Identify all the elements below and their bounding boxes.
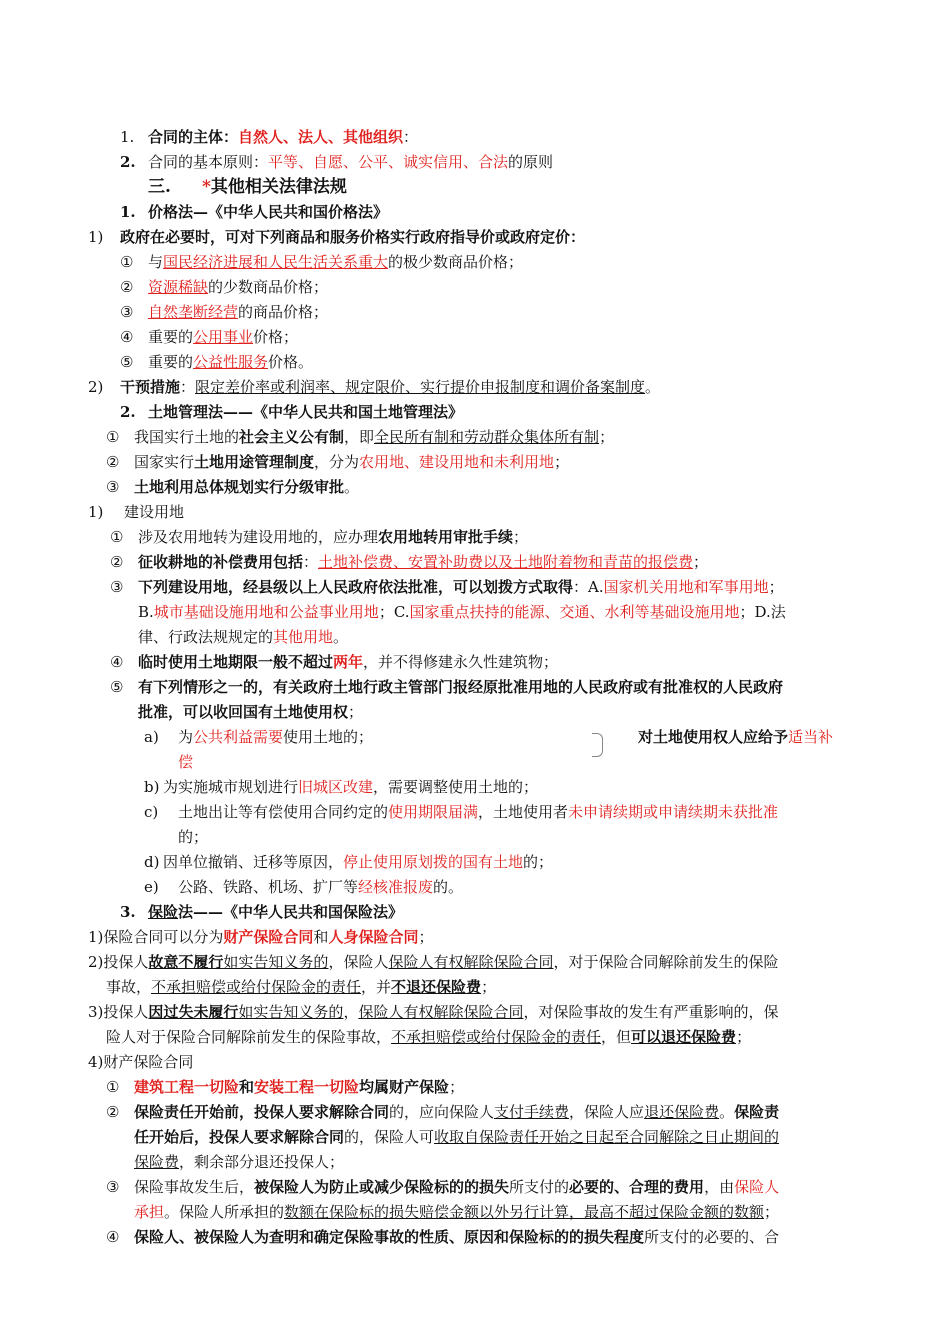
text-run: 自然人、法人、其他组织 xyxy=(238,128,404,146)
text-run: ： xyxy=(180,378,196,396)
text-line xyxy=(138,627,348,647)
text-run: 的极少数商品价格； xyxy=(388,253,524,271)
text-run: 险人对于保险合同解除前发生的保险事故， xyxy=(106,1028,392,1046)
text-run: 土地出让等有偿使用合同约定的 xyxy=(178,803,389,821)
text-run: 批准，可以收回国有土地使用权 xyxy=(138,703,349,721)
text-line xyxy=(178,752,193,772)
text-run: B. xyxy=(138,603,154,621)
text-run: 因单位撤销、迁移等原因， xyxy=(163,853,344,871)
text-run: 涉及农用地转为建设用地的，应办理 xyxy=(138,528,379,546)
text-run: ；C. xyxy=(378,603,410,621)
text-run: 社会主义公有制 xyxy=(239,428,345,446)
text-line xyxy=(202,177,347,197)
line-number: ③ xyxy=(120,303,134,321)
text-line xyxy=(178,727,373,747)
text-run: 公路、铁路、机场、扩厂等 xyxy=(178,878,359,896)
text-run: 国家机关用地和军事用地 xyxy=(603,578,769,596)
text-run: 的。 xyxy=(433,878,464,896)
text-run: 因过失未履行 xyxy=(148,1003,239,1021)
text-line xyxy=(138,702,363,722)
line-number: ④ xyxy=(120,328,134,346)
text-run: ； xyxy=(449,1078,465,1096)
text-run: ，保险人 xyxy=(328,953,389,971)
text-run: 经核准报废 xyxy=(358,878,434,896)
line-number: ① xyxy=(110,528,124,546)
text-run: 国家重点扶持的能源、交通、水利等基础设施用地 xyxy=(409,603,740,621)
text-run: 。 xyxy=(719,1103,735,1121)
text-run: 资源稀缺 xyxy=(148,278,209,296)
text-run: 不承担赔偿或给付保险金的责任 xyxy=(391,1028,602,1046)
text-run: 4)财产保险合同 xyxy=(88,1053,194,1071)
text-line xyxy=(134,477,359,497)
text-run: ； xyxy=(764,1203,780,1221)
text-run: 。 xyxy=(645,378,661,396)
text-run: 适当补 xyxy=(788,728,834,746)
text-run: 的原则 xyxy=(508,153,554,171)
text-run: 故意不履行 xyxy=(148,953,224,971)
line-number: ④ xyxy=(106,1228,120,1246)
line-number: ① xyxy=(106,428,120,446)
text-run: 的，应向保险人 xyxy=(389,1103,495,1121)
text-run: 偿 xyxy=(178,753,194,771)
text-run: 建设用地 xyxy=(124,503,185,521)
text-line xyxy=(148,252,523,272)
text-run: 如实告知义务的 xyxy=(238,1003,344,1021)
text-line xyxy=(120,377,660,397)
text-line xyxy=(148,152,553,172)
text-run: ： xyxy=(303,553,319,571)
line-number: ② xyxy=(106,453,120,471)
text-run: 其他相关法律法规 xyxy=(210,177,347,197)
text-run: 旧城区改建 xyxy=(298,778,374,796)
text-run: 保险人有权解除保险合同 xyxy=(388,953,554,971)
text-run: 如实告知义务的 xyxy=(223,953,329,971)
text-run: ； xyxy=(554,453,570,471)
text-run: 不承担赔偿或给付保险金的责任 xyxy=(151,978,362,996)
line-number: c) xyxy=(144,803,159,821)
text-run: ： xyxy=(403,128,419,146)
text-line xyxy=(163,852,553,872)
text-run: 公共利益需要 xyxy=(193,728,284,746)
text-run: 未申请续期或申请续期未获批准 xyxy=(568,803,779,821)
text-run: 保险 xyxy=(148,903,179,921)
text-run: ：A. xyxy=(573,578,604,596)
text-run: 任开始后，投保人要求解除合同 xyxy=(134,1128,345,1146)
text-run: 不退还保险费 xyxy=(391,978,482,996)
text-run: 1)保险合同可以分为 xyxy=(88,928,224,946)
text-line xyxy=(134,1102,779,1122)
text-run: 征收耕地的补偿费用包括 xyxy=(138,553,304,571)
text-run: 所支付的必要的、合 xyxy=(644,1228,780,1246)
text-run: 承担 xyxy=(134,1203,165,1221)
text-run: 保险费 xyxy=(134,1153,180,1171)
line-number: e) xyxy=(144,878,159,896)
line-number: ③ xyxy=(110,578,124,596)
text-run: 财产保险合同 xyxy=(223,928,314,946)
line-number: ⑤ xyxy=(120,353,134,371)
text-run: 和 xyxy=(239,1078,255,1096)
text-run: ，由 xyxy=(704,1178,735,1196)
text-run: 土地补偿费、安置补助费以及土地附着物和青苗的报偿费 xyxy=(318,553,694,571)
text-run: ，对于保险合同解除前发生的保险 xyxy=(553,953,779,971)
text-run: ，并 xyxy=(361,978,392,996)
text-run: 的； xyxy=(523,853,554,871)
text-run: 平等、自愿、公平、诚实信用、合法 xyxy=(268,153,509,171)
text-line xyxy=(138,552,708,572)
text-run: 限定差价率或利润率、规定限价、实行提价申报制度和调价备案制度 xyxy=(195,378,646,396)
line-number: ② xyxy=(110,553,124,571)
text-run: 重要的 xyxy=(148,353,194,371)
text-line xyxy=(148,202,388,222)
text-line xyxy=(138,577,784,597)
text-run: ； xyxy=(513,528,529,546)
text-line xyxy=(178,877,463,897)
text-run: 保险人、被保险人为查明和确定保险事故的性质、原因和保险标的的损失程度 xyxy=(134,1228,645,1246)
text-line xyxy=(88,1052,193,1072)
text-run: 收取自保险责任开始之日起至合同解除之日止期间的 xyxy=(434,1128,780,1146)
text-run: 均属财产保险 xyxy=(359,1078,450,1096)
text-run: 支付手续费 xyxy=(494,1103,570,1121)
text-run: 对土地使用权人应给予 xyxy=(638,728,789,746)
text-line xyxy=(138,602,786,622)
text-line xyxy=(148,327,298,347)
text-run: ； xyxy=(768,578,784,596)
text-line xyxy=(134,1177,779,1197)
text-line xyxy=(88,952,778,972)
text-run: 法——《中华人民共和国保险法》 xyxy=(178,903,404,921)
text-run: 退还保险费 xyxy=(644,1103,720,1121)
text-run: 2)投保人 xyxy=(88,953,149,971)
text-line xyxy=(134,1077,464,1097)
text-run: ，需要调整使用土地的； xyxy=(373,778,539,796)
text-run: ，并不得修建永久性建筑物； xyxy=(363,653,559,671)
text-run: 国家实行 xyxy=(134,453,195,471)
text-line xyxy=(134,1202,779,1222)
text-line xyxy=(148,352,313,372)
text-line xyxy=(106,1027,751,1047)
text-line xyxy=(178,827,208,847)
line-number: ② xyxy=(106,1103,120,1121)
text-run: 所支付的 xyxy=(509,1178,570,1196)
text-run: ，但 xyxy=(601,1028,632,1046)
text-run: 我国实行土地的 xyxy=(134,428,240,446)
text-run: 城市基础设施用地和公益事业用地 xyxy=(153,603,379,621)
text-run: 全民所有制和劳动群众集体所有制 xyxy=(374,428,600,446)
line-number: ② xyxy=(120,278,134,296)
text-run: 价格。 xyxy=(268,353,314,371)
text-run: ，对保险事故的发生有严重影响的，保 xyxy=(523,1003,779,1021)
text-run: 的少数商品价格； xyxy=(208,278,329,296)
text-run: 干预措施 xyxy=(120,378,181,396)
line-number: 三. xyxy=(148,177,171,197)
text-run: 保险责任开始前，投保人要求解除合同 xyxy=(134,1103,390,1121)
text-line xyxy=(134,1152,344,1172)
text-run: ，保险人应 xyxy=(569,1103,645,1121)
text-line xyxy=(178,802,778,822)
text-run: 与 xyxy=(148,253,164,271)
text-run: 人身保险合同 xyxy=(328,928,419,946)
text-run: 价格； xyxy=(253,328,299,346)
text-line xyxy=(138,652,558,672)
text-run: ；D.法 xyxy=(739,603,786,621)
text-run: 农用地转用审批手续 xyxy=(378,528,514,546)
text-run: 保险人有权解除保险合同 xyxy=(358,1003,524,1021)
text-line xyxy=(163,777,538,797)
text-run: ，即 xyxy=(344,428,375,446)
text-run: ； xyxy=(599,428,615,446)
line-number: 1) xyxy=(88,503,104,521)
text-run: 。保险人所承担的 xyxy=(164,1203,285,1221)
text-run: ； xyxy=(348,703,364,721)
text-run: 的商品价格； xyxy=(238,303,329,321)
text-run: 自然垄断经营 xyxy=(148,303,239,321)
line-number: 2. xyxy=(120,403,136,421)
text-run: 保险事故发生后， xyxy=(134,1178,255,1196)
text-line xyxy=(106,977,496,997)
text-run: 公益性服务 xyxy=(193,353,269,371)
text-run: 两年 xyxy=(333,653,364,671)
text-line xyxy=(138,677,783,697)
text-run: 数额在保险标的损失赔偿金额以外另行计算，最高不超过保险金额的数额 xyxy=(284,1203,765,1221)
text-run: 国民经济进展和人民生活关系重大 xyxy=(163,253,389,271)
text-run: 其他用地 xyxy=(273,628,334,646)
text-run: 使用土地的； xyxy=(283,728,374,746)
text-line xyxy=(148,127,418,147)
line-number: ① xyxy=(120,253,134,271)
text-line xyxy=(148,302,328,322)
text-line xyxy=(138,527,528,547)
text-run: 保险人 xyxy=(734,1178,780,1196)
text-run: ，分为 xyxy=(314,453,360,471)
text-run: 价格法—《中华人民共和国价格法》 xyxy=(148,203,389,221)
text-run: 和 xyxy=(313,928,329,946)
text-run: 可以退还保险费 xyxy=(631,1028,737,1046)
text-line xyxy=(134,452,569,472)
line-number: d) xyxy=(144,853,160,871)
text-run: ； xyxy=(418,928,434,946)
text-run: 重要的 xyxy=(148,328,194,346)
text-run: 使用期限届满 xyxy=(388,803,479,821)
line-number: 3. xyxy=(120,903,136,921)
text-run: ，土地使用者 xyxy=(478,803,569,821)
text-run: 。 xyxy=(344,478,360,496)
line-number: ① xyxy=(106,1078,120,1096)
text-run: 土地用途管理制度 xyxy=(194,453,315,471)
text-line xyxy=(134,1127,779,1147)
text-run: 合同的主体： xyxy=(148,128,239,146)
line-number: 2. xyxy=(120,153,136,171)
text-line xyxy=(124,502,184,522)
text-run: ； xyxy=(481,978,497,996)
text-run: ，剩余部分退还投保人； xyxy=(179,1153,345,1171)
text-line xyxy=(148,277,328,297)
text-run: 下列建设用地，经县级以上人民政府依法批准，可以划拨方式取得 xyxy=(138,578,574,596)
text-run: 3)投保人 xyxy=(88,1003,149,1021)
line-number: a) xyxy=(144,728,159,746)
text-run: ， xyxy=(343,1003,359,1021)
line-number: 1. xyxy=(120,128,135,146)
text-line xyxy=(148,402,463,422)
text-run: * xyxy=(202,177,211,197)
text-run: 土地利用总体规划实行分级审批 xyxy=(134,478,345,496)
text-line xyxy=(638,727,833,747)
text-line xyxy=(148,902,403,922)
line-number: b) xyxy=(144,778,160,796)
line-number: ④ xyxy=(110,653,124,671)
text-run: 政府在必要时，可对下列商品和服务价格实行政府指导价或政府定价： xyxy=(120,228,586,246)
text-line xyxy=(88,1002,778,1022)
text-run: 为实施城市规划进行 xyxy=(163,778,299,796)
text-run: 有下列情形之一的，有关政府土地行政主管部门报经原批准用地的人民政府或有批准权的人民政府 xyxy=(138,678,784,696)
text-run: 的； xyxy=(178,828,209,846)
text-line xyxy=(134,427,614,447)
line-number: 2) xyxy=(88,378,104,396)
text-run: ； xyxy=(693,553,709,571)
line-number: ③ xyxy=(106,1178,120,1196)
text-line xyxy=(120,227,585,247)
text-run: 必要的、合理的费用 xyxy=(569,1178,705,1196)
text-run: 农用地、建设用地和未利用地 xyxy=(359,453,555,471)
text-run: 临时使用土地期限一般不超过 xyxy=(138,653,334,671)
text-run: 为 xyxy=(178,728,194,746)
text-run: 事故， xyxy=(106,978,152,996)
text-run: 保险责 xyxy=(734,1103,780,1121)
text-line xyxy=(88,927,433,947)
text-run: 合同的基本原则： xyxy=(148,153,269,171)
text-run: 被保险人为防止或减少保险标的的损失 xyxy=(254,1178,510,1196)
text-run: 安装工程一切险 xyxy=(254,1078,360,1096)
text-line xyxy=(134,1227,779,1247)
text-run: 的，保险人可 xyxy=(344,1128,435,1146)
text-run: 建筑工程一切险 xyxy=(134,1078,240,1096)
text-run: ； xyxy=(736,1028,752,1046)
text-run: 公用事业 xyxy=(193,328,254,346)
text-run: 土地管理法——《中华人民共和国土地管理法》 xyxy=(148,403,464,421)
text-run: 律、行政法规规定的 xyxy=(138,628,274,646)
text-run: 停止使用原划拨的国有土地 xyxy=(343,853,524,871)
line-number: ⑤ xyxy=(110,678,124,696)
line-number: 1. xyxy=(120,203,136,221)
text-run: 。 xyxy=(333,628,349,646)
line-number: 1) xyxy=(88,228,104,246)
line-number: ③ xyxy=(106,478,120,496)
brace-mark xyxy=(592,733,603,757)
